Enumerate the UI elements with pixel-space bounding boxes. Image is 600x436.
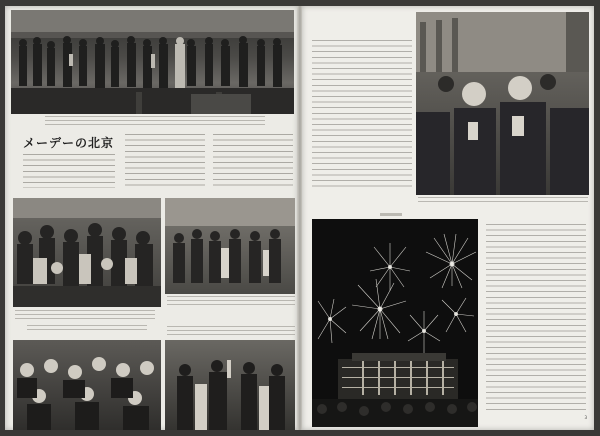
crowd-portraits-photo [13, 340, 161, 430]
crowd-portraits-figures [13, 340, 161, 430]
guests-standing-caption [167, 296, 295, 308]
crowd-cheering-figures [13, 198, 161, 307]
article-title: メーデーの北京 [23, 136, 115, 150]
guests-standing-figures [165, 198, 295, 294]
guests-greeting-caption [167, 326, 295, 336]
crowd-cheering-photo [13, 198, 161, 307]
right-body-text-top [312, 40, 412, 190]
fireworks-label [380, 213, 402, 216]
stage-photo-figures [11, 10, 294, 114]
left-page [5, 6, 298, 430]
stage-photo-caption [45, 116, 265, 128]
guests-standing-photo [165, 198, 295, 294]
guests-greeting-photo [165, 340, 295, 430]
body-text-column-2 [213, 134, 293, 188]
crowd-portraits-caption [27, 325, 147, 333]
stage-photo [11, 10, 294, 114]
leaders-applauding-figures [416, 12, 589, 195]
body-text-column-1 [125, 134, 205, 188]
fireworks-night-photo [312, 219, 478, 427]
right-body-text-bottom [486, 224, 586, 414]
intro-text-block [23, 154, 115, 188]
fireworks-figures [312, 219, 478, 427]
leaders-applauding-caption [418, 197, 588, 205]
leaders-applauding-photo [416, 12, 589, 195]
right-page [302, 6, 594, 430]
page-number: 3 [584, 415, 587, 420]
guests-greeting-figures [165, 340, 295, 430]
crowd-cheering-caption [15, 310, 155, 320]
